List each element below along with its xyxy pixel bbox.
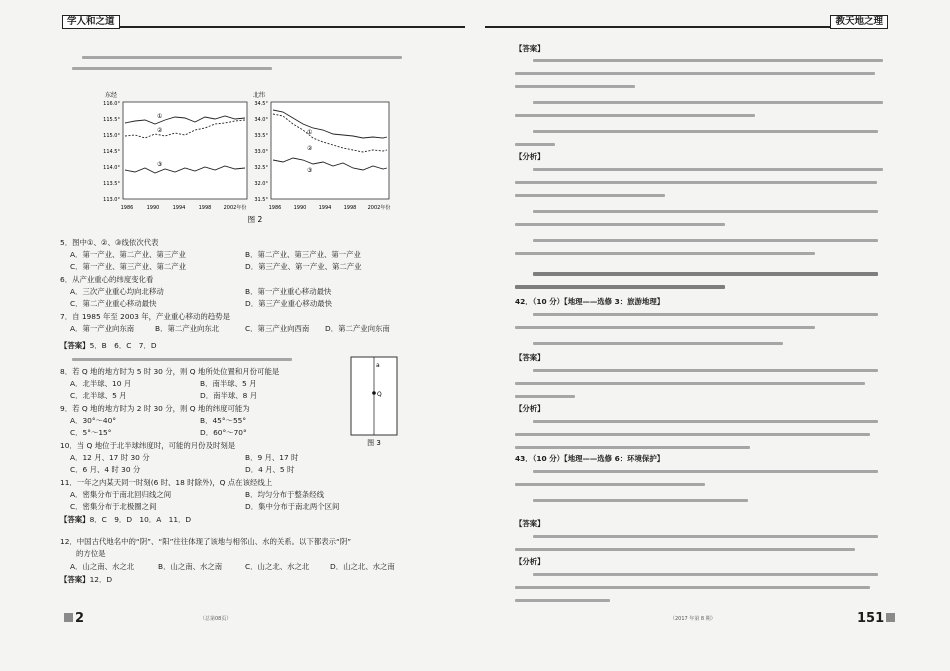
- q8-option-a: A．北半球、10 月: [70, 379, 132, 388]
- q8-option-d: D．南半球、8 月: [200, 391, 258, 400]
- analysis-text-line: [533, 239, 878, 242]
- y-tick-label: 114.0°: [103, 165, 120, 171]
- q5-option-d: D．第三产业、第一产业、第二产业: [245, 262, 362, 271]
- q43-text-line: [533, 470, 878, 473]
- q5-option-a: A．第一产业、第二产业、第三产业: [70, 250, 186, 259]
- answer-5-7: [60, 341, 157, 351]
- answer-label: 【答案】: [60, 575, 90, 584]
- q8-option-b: B．南半球、5 月: [200, 379, 257, 388]
- q12-stem-cont: 的方位是: [76, 549, 106, 558]
- q12-stem: 12．中国古代地名中的“阴”、“阳”往往体现了该地与相邻山、水的关系。以下都表示“阴”: [60, 537, 352, 546]
- chart-latitude: [253, 91, 390, 211]
- q42-text-line: [533, 342, 783, 345]
- q9-stem: 9．若 Q 地的地方时为 2 时 30 分，则 Q 地的纬度可能为: [60, 404, 250, 413]
- curve-label: ②: [157, 127, 163, 134]
- q42-analysis-line: [533, 420, 878, 423]
- analysis-heading: 【分析】: [515, 152, 545, 161]
- q5-stem: 5．图中①、②、③线依次代表: [60, 238, 159, 247]
- q42-answer-heading: 【答案】: [515, 353, 545, 362]
- right-page-number: [857, 612, 897, 626]
- q42-text-line: [533, 313, 878, 316]
- answer-text-line: [515, 114, 755, 117]
- figure-2-caption: 图 2: [247, 215, 263, 224]
- q9-option-d: D．60°～70°: [200, 428, 247, 437]
- x-tick-label: 1986: [120, 205, 134, 211]
- x-tick-label: 1994: [318, 205, 332, 211]
- q42-answer-line: [515, 382, 865, 385]
- page-marker-icon: [886, 613, 895, 622]
- q6-option-b: B．第一产业重心移动最快: [245, 287, 332, 296]
- analysis-text-line: [515, 194, 665, 197]
- answer-value: 5．B 6．C 7．D: [89, 341, 157, 350]
- y-tick-label: 115.0°: [103, 133, 120, 139]
- y-tick-label: 113.5°: [103, 181, 120, 187]
- q9-option-a: A．30°～40°: [70, 416, 117, 425]
- answer-text-line: [533, 59, 883, 62]
- label-a: a: [376, 362, 380, 369]
- q6-option-c: C．第二产业重心移动最快: [70, 299, 157, 308]
- answer-8-11: [60, 515, 191, 525]
- analysis-text-line: [515, 252, 815, 255]
- left-page-number: [62, 612, 84, 626]
- x-tick-label: 1990: [146, 205, 160, 211]
- q7-option-d: D．第二产业向东南: [325, 324, 390, 333]
- page-number-text: 151: [857, 611, 885, 626]
- answer-label: 【答案】: [60, 341, 90, 350]
- instruction-text-line: [515, 285, 725, 289]
- figure-2: [95, 90, 395, 227]
- analysis-text-line: [515, 223, 725, 226]
- answer-text-line: [515, 85, 635, 88]
- q43-answer-line: [533, 535, 878, 538]
- q9-option-c: C．5°～15°: [70, 428, 112, 437]
- q10-stem: 10．当 Q 地位于北半球纬度时，可能的月份及时刻是: [60, 441, 236, 450]
- right-header-tag: 教天地之理: [830, 15, 888, 29]
- q42-answer-line: [533, 369, 878, 372]
- q5-option-c: C．第一产业、第三产业、第二产业: [70, 262, 187, 271]
- q43-answer-line: [515, 548, 855, 551]
- answer-heading: 【答案】: [515, 44, 545, 53]
- label-q: Q: [377, 391, 382, 398]
- left-footer-note: （总第08页）: [200, 616, 232, 622]
- q42-answer-line: [515, 395, 575, 398]
- y-tick-label: 32.0°: [254, 181, 268, 187]
- point-q: [372, 391, 376, 395]
- q9-option-b: B．45°～55°: [200, 416, 247, 425]
- analysis-text-line: [533, 168, 883, 171]
- q43-text-line: [533, 499, 748, 502]
- curve-label: ③: [157, 161, 163, 168]
- y-tick-label: 114.5°: [103, 149, 120, 155]
- q7-option-c: C．第三产业向西南: [245, 324, 310, 333]
- q6-option-d: D．第三产业重心移动最快: [245, 299, 332, 308]
- answer-value: 12．D: [89, 575, 113, 584]
- q43-analysis-heading: 【分析】: [515, 557, 545, 566]
- q43-analysis-line: [515, 586, 870, 589]
- instruction-text-line: [533, 272, 878, 276]
- q11-option-b: B．均匀分布于整条经线: [245, 490, 324, 499]
- x-tick-label: 1998: [198, 205, 212, 211]
- page-number-text: 2: [75, 611, 85, 626]
- x-tick-label: 2002年份: [367, 205, 391, 211]
- y-tick-label: 32.5°: [254, 165, 268, 171]
- q7-option-b: B．第二产业向东北: [155, 324, 220, 333]
- q10-option-b: B．9 月、17 时: [245, 453, 299, 462]
- curve-label: ②: [307, 145, 313, 152]
- q11-option-d: D．集中分布于南北两个区间: [245, 502, 340, 511]
- figure-3-caption: 图 3: [367, 439, 381, 447]
- curve-label: ①: [307, 129, 313, 136]
- y-tick-label: 33.5°: [254, 133, 268, 139]
- x-tick-label: 1998: [343, 205, 357, 211]
- q43-text-line: [515, 483, 705, 486]
- q42-analysis-heading: 【分析】: [515, 404, 545, 413]
- intro-text-line: [72, 67, 272, 70]
- y-tick-label: 34.5°: [254, 101, 268, 107]
- y-tick-label: 116.0°: [103, 101, 120, 107]
- answer-12: [60, 575, 112, 585]
- q7-stem: 7．自 1985 年至 2003 年，产业重心移动的趋势是: [60, 312, 230, 321]
- q10-option-a: A．12 月、17 时 30 分: [70, 453, 150, 462]
- x-tick-label: 1990: [293, 205, 307, 211]
- analysis-text-line: [515, 181, 877, 184]
- q6-stem: 6．从产业重心的纬度变化看: [60, 275, 154, 284]
- q12-option-a: A．山之南、水之北: [70, 562, 135, 571]
- chart-left-unit: 东经: [105, 92, 118, 99]
- q42-analysis-line: [515, 446, 750, 449]
- figure-3: [345, 355, 405, 447]
- y-tick-label: 113.0°: [103, 197, 120, 203]
- q11-stem: 11．一年之内某天同一时刻(6 时、18 时除外)，Q 点在该经线上: [60, 478, 273, 487]
- y-tick-label: 115.5°: [103, 117, 120, 123]
- q43-answer-heading: 【答案】: [515, 519, 545, 528]
- answer-text-line: [533, 130, 878, 133]
- q6-option-a: A．三次产业重心均向北移动: [70, 287, 164, 296]
- y-tick-label: 33.0°: [254, 149, 268, 155]
- right-page: [475, 0, 950, 671]
- analysis-text-line: [533, 210, 878, 213]
- answer-label: 【答案】: [60, 515, 90, 524]
- q8-stem: 8．若 Q 地的地方时为 5 时 30 分，则 Q 地所处位置和月份可能是: [60, 367, 280, 376]
- q8-option-c: C．北半球、5 月: [70, 391, 127, 400]
- chart-longitude: [103, 91, 247, 211]
- answer-text-line: [515, 143, 555, 146]
- q10-option-d: D．4 月、5 时: [245, 465, 295, 474]
- q42-heading: 42．（10 分）【地理——选修 3：旅游地理】: [515, 297, 665, 306]
- y-tick-label: 34.0°: [254, 117, 268, 123]
- q10-option-c: C．6 月、4 时 30 分: [70, 465, 141, 474]
- chart-left-frame: [123, 102, 247, 199]
- q42-analysis-line: [515, 433, 870, 436]
- left-header-tag: 学人和之道: [62, 15, 120, 29]
- answer-text-line: [515, 72, 875, 75]
- q43-heading: 43．（10 分）【地理——选修 6：环境保护】: [515, 454, 665, 463]
- q12-option-c: C．山之北、水之北: [245, 562, 310, 571]
- q43-analysis-line: [533, 573, 878, 576]
- x-tick-label: 1994: [172, 205, 186, 211]
- right-header-rule: [485, 16, 888, 28]
- chart-right-frame: [271, 102, 389, 199]
- q43-analysis-line: [515, 599, 610, 602]
- left-header-rule: [62, 16, 465, 28]
- fig3-intro-line: [72, 358, 292, 361]
- answer-text-line: [533, 101, 883, 104]
- q5-option-b: B．第二产业、第三产业、第一产业: [245, 250, 361, 259]
- q7-option-a: A．第一产业向东南: [70, 324, 135, 333]
- curve-label: ①: [157, 113, 163, 120]
- chart-right-unit: 北纬: [253, 92, 266, 99]
- y-tick-label: 31.5°: [254, 197, 268, 203]
- intro-text-line: [82, 56, 402, 59]
- answer-value: 8．C 9．D 10．A 11．D: [89, 515, 192, 524]
- x-tick-label: 1986: [268, 205, 282, 211]
- x-tick-label: 2002年份: [223, 205, 247, 211]
- page-marker-icon: [64, 613, 73, 622]
- q12-option-b: B．山之南、水之南: [158, 562, 223, 571]
- curve-label: ③: [307, 167, 313, 174]
- q11-option-a: A．密集分布于南北回归线之间: [70, 490, 172, 499]
- q11-option-c: C．密集分布于北极圈之间: [70, 502, 157, 511]
- q12-option-d: D．山之北、水之南: [330, 562, 395, 571]
- right-footer-note: （2017 年第 8 期）: [670, 616, 716, 622]
- q42-text-line: [515, 326, 815, 329]
